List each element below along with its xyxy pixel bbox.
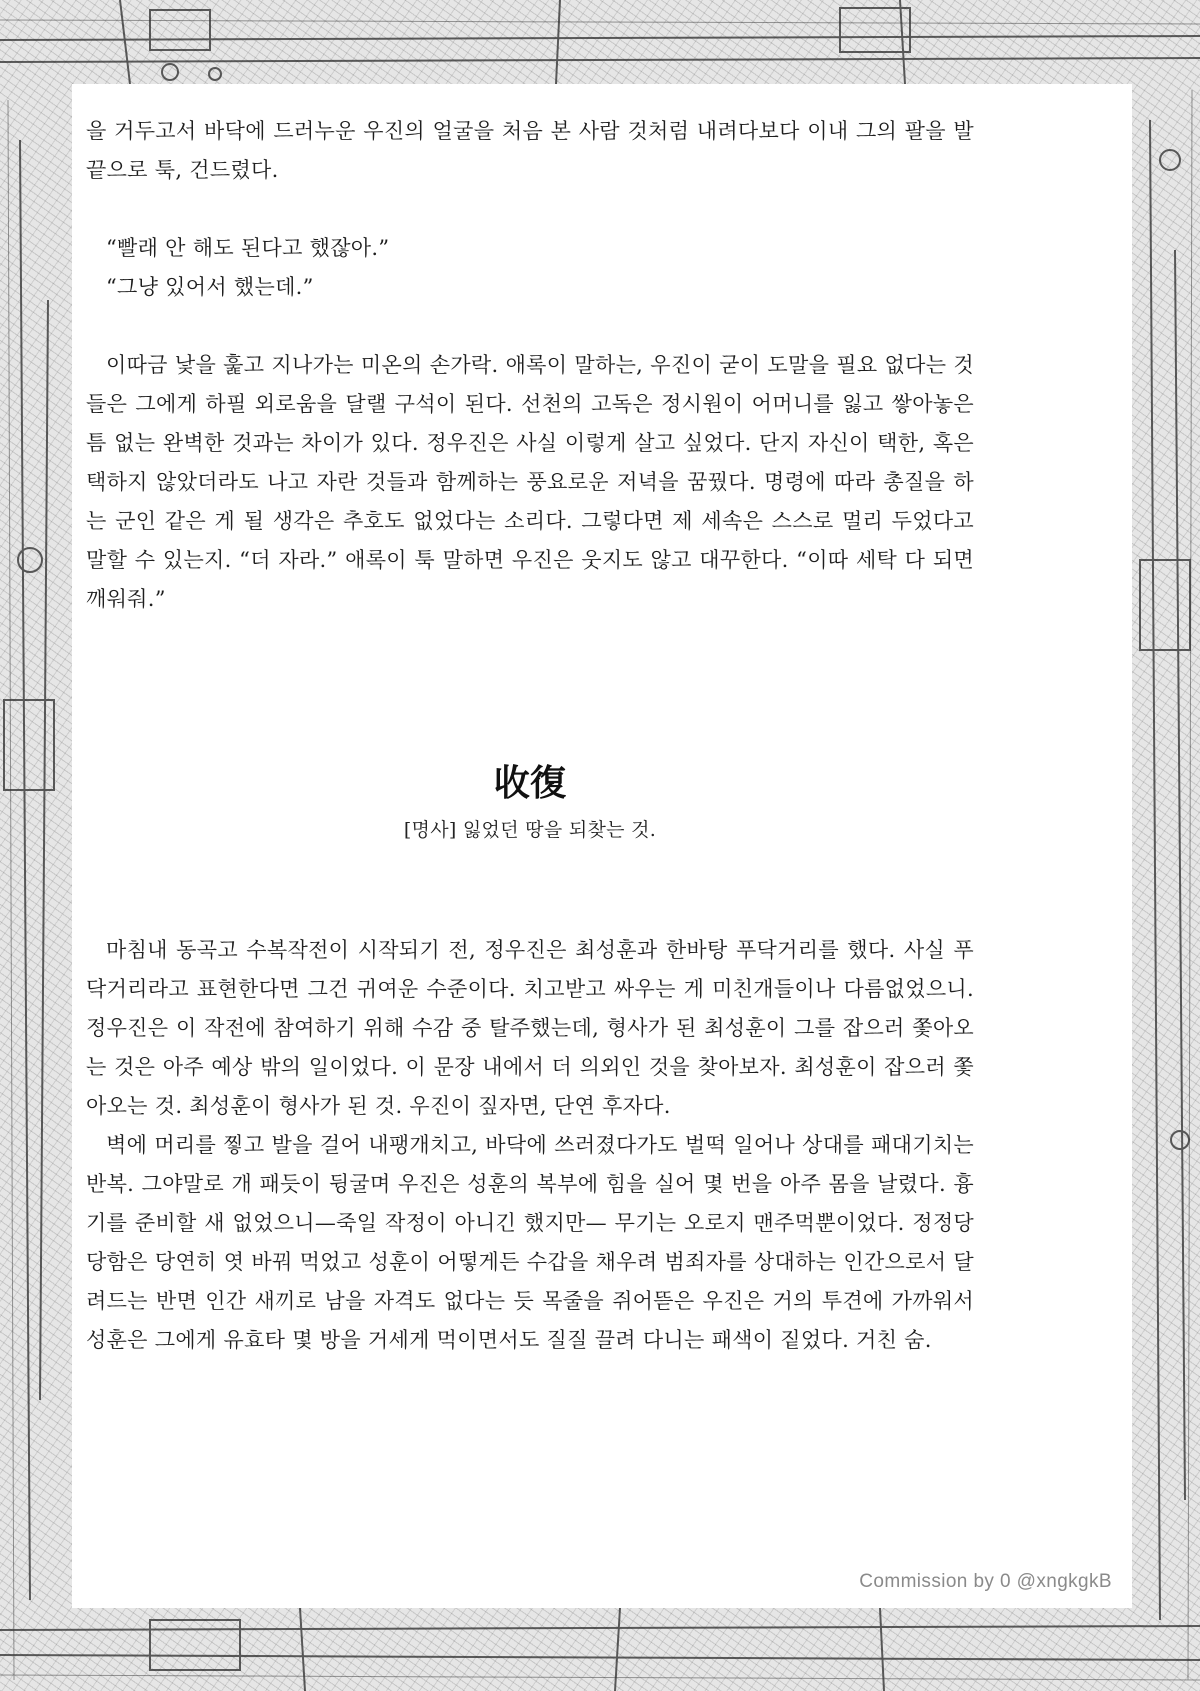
section-definition: [명사] 잃었던 땅을 되찾는 것.	[403, 819, 657, 841]
dialogue-line-1: “빨래 안 해도 된다고 했잖아.”	[106, 236, 390, 260]
section-title: 收復	[493, 762, 567, 804]
body-paragraph-2: 마침내 동곡고 수복작전이 시작되기 전, 정우진은 최성훈과 한바탕 푸닥거리를 했다. 사실 푸닥거리라고 표현한다면 그건 귀여운 수준이다. 치고받고 싸우는 게 미친개들이나 다름없었으니. 정우진은 이 작전에 참여하기 위해 수감 중 탈주했는데, 형사가 된 최성훈이 그를 잡으러 쫓아오는 것은 아주 예상 밖의 일이었다. 이 문장 내에서 더 의외인 것을 찾아보자. 최성훈이 잡으러 쫓아오는 것. 최성훈이 형사가 된 것. 우진이 짚자면, 단연 후자다.	[86, 938, 974, 1118]
body-paragraph-1: 이따금 낯을 훑고 지나가는 미온의 손가락. 애록이 말하는, 우진이 굳이 도말을 필요 없다는 것들은 그에게 하필 외로움을 달랠 구석이 된다. 선천의 고독은 정시원이 어머니를 잃고 쌓아놓은 틈 없는 완벽한 것과는 차이가 있다. 정우진은 사실 이렇게 살고 싶었다. 단지 자신이 택한, 혹은 택하지 않았더라도 나고 자란 것들과 함께하는 풍요로운 저녁을 꿈꿨다. 명령에 따라 총질을 하는 군인 같은 게 될 생각은 추호도 없었다는 소리다. 그렇다면 제 세속은 스스로 멀리 두었다고 말할 수 있는지. “더 자라.” 애록이 툭 말하면 우진은 웃지도 않고 대꾸한다. “이따 세탁 다 되면 깨워줘.”	[86, 353, 974, 611]
commission-credit: Commission by 0 @xngkgkB	[859, 1571, 1112, 1592]
dialogue-line-2: “그냥 있어서 했는데.”	[106, 275, 314, 299]
top-fragment-paragraph: 을 거두고서 바닥에 드러누운 우진의 얼굴을 처음 본 사람 것처럼 내려다보다 이내 그의 팔을 발끝으로 툭, 건드렸다.	[86, 119, 974, 182]
body-paragraph-3: 벽에 머리를 찧고 발을 걸어 내팽개치고, 바닥에 쓰러졌다가도 벌떡 일어나 상대를 패대기치는 반복. 그야말로 개 패듯이 뒹굴며 우진은 성훈의 복부에 힘을 실어 몇 번을 아주 몸을 날렸다. 흉기를 준비할 새 없었으니—죽일 작정이 아니긴 했지만— 무기는 오로지 맨주먹뿐이었다. 정정당당함은 당연히 엿 바꿔 먹었고 성훈이 어떻게든 수갑을 채우려 범죄자를 상대하는 인간으로서 달려드는 반면 인간 새끼로 남을 자격도 없다는 듯 목줄을 쥐어뜯은 우진은 거의 투견에 가까워서 성훈은 그에게 유효타 몇 방을 거세게 먹이면서도 질질 끌려 다니는 패색이 짙었다. 거친 숨.	[86, 1133, 974, 1352]
document-body	[86, 112, 974, 1360]
